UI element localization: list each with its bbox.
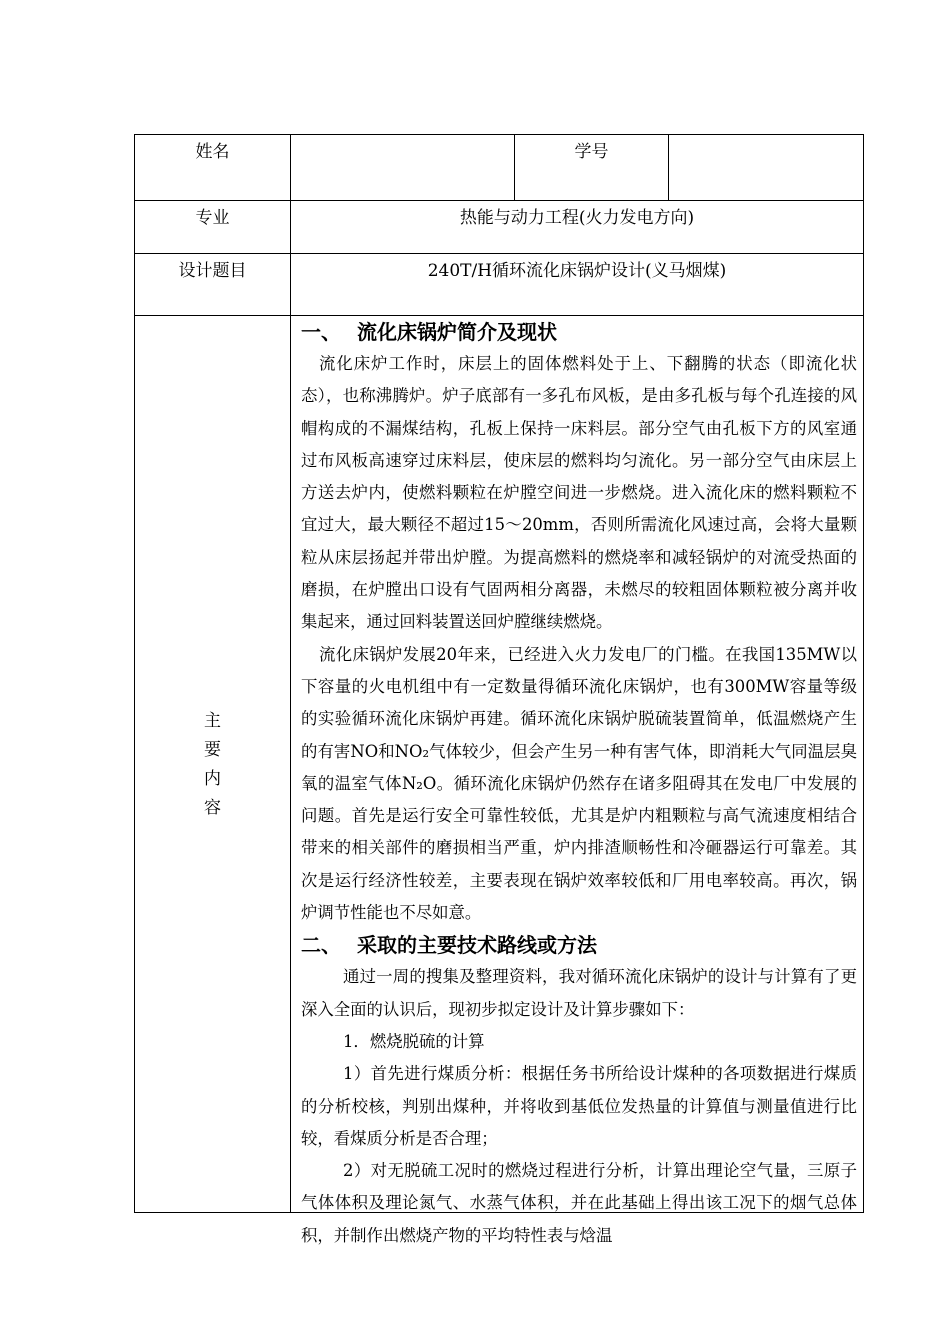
section1-paragraph-1: 流化床炉工作时，床层上的固体燃料处于上、下翻腾的状态（即流化状态），也称沸腾炉。炉子底部有一多孔布风板，是由多孔板与每个孔连接的风帽构成的不漏煤结构，孔板上保持一床料层。部分空气由孔板下方的风室通过布风板高速穿过床料层，使床层的燃料均匀流化。另一部分空气由床层上方送去炉内，使燃料颗粒在炉膛空间进一步燃烧。进入流化床的燃料颗粒不宜过大，最大颗径不超过15～20mm，否则所需流化风速过高，会将大量颗粒从床层扬起并带出炉膛。为提高燃料的燃烧率和减轻锅炉的对流受热面的磨损，在炉膛出口设有气固两相分离器，未燃尽的较粗固体颗粒被分离并收集起来，通过回料装置送回炉膛继续燃烧。	[301, 354, 857, 632]
main-content-label-char: 容	[204, 797, 221, 818]
main-content-label-char: 要	[204, 739, 221, 760]
major-label: 专业	[135, 201, 291, 254]
section1-number: 一、	[301, 320, 341, 344]
section1-paragraph-2: 流化床锅炉发展20年来，已经进入火力发电厂的门槛。在我国135MW以下容量的火电机组中有一定数量得循环流化床锅炉，也有300MW容量等级的实验循环流化床锅炉再建。循环流化床锅炉脱硫装置简单，低温燃烧产生的有害NO和NO₂气体较少，但会产生另一种有害气体，即消耗大气同温层臭氧的温室气体N₂O。循环流化床锅炉仍然存在诸多阻碍其在发电厂中发展的问题。首先是运行安全可靠性较低，尤其是炉内粗颗粒与高气流速度相结合带来的相关部件的磨损相当严重，炉内排渣顺畅性和冷砸器运行可靠差。其次是运行经济性较差，主要表现在锅炉效率较低和厂用电率较高。再次，锅炉调节性能也不尽如意。	[301, 644, 857, 923]
section2-number: 二、	[301, 933, 341, 958]
name-label: 姓名	[135, 135, 291, 201]
section2-item-1-2: 2）对无脱硫工况时的燃烧过程进行分析，计算出理论空气量，三原子气体体积及理论氮气、水蒸气体积，并在此基础上得出该工况下的烟气总体积，并制作出燃烧产物的平均特性表与焓温	[301, 1161, 857, 1245]
student-id-label: 学号	[515, 135, 669, 201]
student-id-value	[669, 135, 864, 201]
main-content-label-char: 内	[204, 768, 221, 789]
application-form-table	[134, 134, 864, 1245]
section2-paragraph-1: 通过一周的搜集及整理资料，我对循环流化床锅炉的设计与计算有了更深入全面的认识后，现初步拟定设计及计算步骤如下：	[301, 967, 857, 1019]
section1-title: 流化床锅炉简介及现状	[357, 320, 557, 344]
section2-item-1-1: 1）首先进行煤质分析：根据任务书所给设计煤种的各项数据进行煤质的分析校核，判别出煤种，并将收到基低位发热量的计算值与测量值进行比较，看煤质分析是否合理；	[301, 1064, 857, 1148]
section2-heading	[301, 929, 857, 961]
section2-title: 采取的主要技术路线或方法	[357, 933, 597, 958]
major-value: 热能与动力工程(火力发电方向)	[291, 201, 864, 254]
name-value	[291, 135, 515, 201]
topic-value: 240T/H循环流化床锅炉设计(义马烟煤)	[291, 254, 864, 316]
main-content-label-char: 主	[204, 710, 221, 731]
section2-item-1: 1．燃烧脱硫的计算	[343, 1031, 485, 1051]
main-content-label	[135, 316, 291, 1213]
main-content-cell	[291, 316, 864, 1245]
topic-label: 设计题目	[135, 254, 291, 316]
section1-heading	[301, 316, 857, 348]
